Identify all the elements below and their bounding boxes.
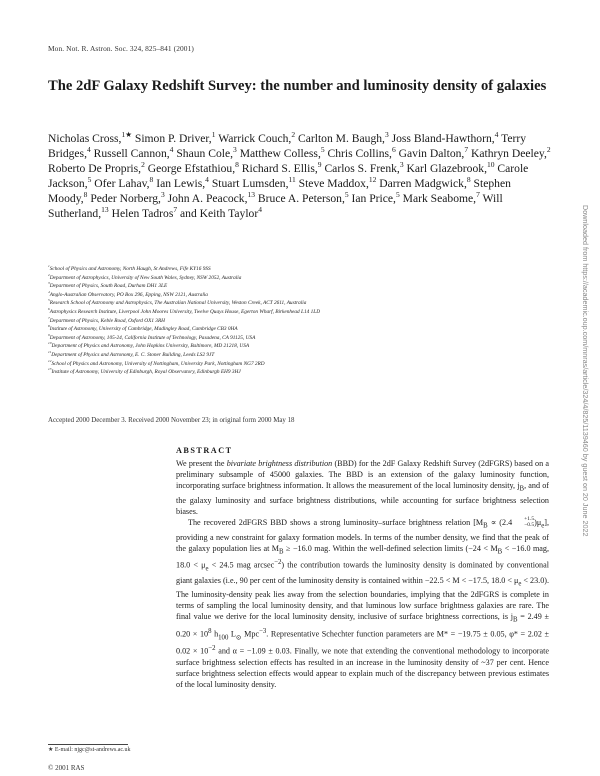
author-name: Gavin Dalton,: [398, 147, 465, 161]
affiliation-line: $^2$Department of Astrophysics, University of New South Wales, Sydney, NSW 2052, Australia: [48, 273, 242, 281]
author-name: Stephen Moody,: [48, 177, 511, 206]
author-affiliation-mark: 8: [149, 175, 154, 185]
author-affiliation-mark: 7: [476, 190, 480, 200]
author-affiliation-mark: 1: [211, 130, 216, 140]
author-name: Mark Seabome,: [402, 192, 477, 206]
author-affiliation-mark: 7: [173, 205, 178, 215]
author-name: Russell Cannon,: [93, 147, 170, 161]
affiliation-line: $^4$Anglo-Australian Observatory, PO Box 296, Epping, NSW 2121, Australia: [48, 290, 208, 298]
author-affiliation-mark: 4: [169, 145, 174, 155]
affiliation-line: $^8$Institute of Astronomy, University of Cambridge, Madingley Road, Cambridge CB3 0HA: [48, 325, 238, 333]
author-affiliation-mark: 13: [247, 190, 256, 200]
author-name: Ian Price,: [351, 192, 396, 206]
author-affiliation-mark: 1★: [121, 130, 132, 140]
abstract-heading: ABSTRACT: [176, 446, 233, 455]
author-affiliation-mark: 8: [235, 160, 239, 170]
author-name: Roberto De Propris,: [48, 162, 142, 176]
author-affiliation-mark: 2: [291, 130, 296, 140]
author-name: Carlton M. Baugh,: [297, 132, 385, 145]
author-name: Helen Tadros: [111, 207, 174, 221]
footnote-divider: [48, 744, 128, 745]
affiliation-line: $^5$Research School of Astronomy and Astrophysics, The Australian National University, Weston Creek, ACT 2611, Australia: [48, 299, 307, 307]
author-name: Carole Jackson,: [48, 162, 529, 191]
paper-title: The 2dF Galaxy Redshift Survey: the number and luminosity density of galaxies: [48, 78, 547, 94]
abstract-paragraph-1: We present the bivariate brightness distribution (BBD) for the 2dF Galaxy Redshift Survey (2dFGRS) based on a preliminary subsample of 45000 galaxies. The BBD is an extension of the galaxy luminosity function, incorporating surface brightness information. It allows the measurement of the local luminosity density, $j_B$, and of the galaxy luminosity and surface brightness distributions, while accounting for surface brightness selection biases.: [176, 459, 549, 516]
affiliation-line: $^{13}$Institute of Astronomy, University of Edinburgh, Royal Observatory, Edinburgh EH9 3HJ: [48, 368, 241, 376]
author-affiliation-mark: 8: [83, 190, 88, 200]
author-affiliation-mark: 5: [87, 175, 92, 185]
journal-citation: Mon. Not. R. Astron. Soc. 324, 825–841 (2001): [48, 44, 194, 53]
author-name: Bruce A. Peterson,: [257, 192, 345, 206]
author-affiliation-mark: 4: [258, 205, 262, 215]
author-name: Simon P. Driver,: [134, 132, 212, 145]
accepted-dates: Accepted 2000 December 3. Received 2000 November 23; in original form 2000 May 18: [48, 417, 295, 424]
author-affiliation-mark: 2: [141, 160, 145, 170]
author-name: John A. Peacock,: [167, 192, 248, 206]
author-name: Will Sutherland,: [48, 192, 503, 221]
author-affiliation-mark: 3: [399, 160, 404, 170]
author-name: Joss Bland-Hawthorn,: [391, 132, 495, 145]
author-name: Steve Maddox,: [298, 177, 369, 191]
author-affiliation-mark: 11: [288, 175, 296, 185]
author-affiliation-mark: 7: [464, 145, 469, 155]
author-affiliation-mark: 3: [384, 130, 389, 140]
author-name: Shaun Cole,: [176, 147, 234, 161]
author-affiliation-mark: 3: [233, 145, 237, 155]
author-affiliation-mark: 4: [205, 175, 209, 185]
author-affiliation-mark: 2: [546, 145, 551, 155]
author-name: George Efstathiou,: [147, 162, 236, 176]
author-affiliation-mark: 9: [317, 160, 322, 170]
affiliation-line: $^{12}$School of Physics and Astronomy, University of Nottingham, University Park, Nottingham NG7 2RD: [48, 359, 265, 367]
author-affiliation-mark: 3: [160, 190, 165, 200]
author-name: Chris Collins,: [327, 147, 392, 161]
affiliation-line: $^7$Department of Physics, Keble Road, Oxford OX1 3RH: [48, 316, 166, 324]
author-name: Kathryn Deeley,: [470, 147, 547, 161]
author-affiliation-mark: 10: [486, 160, 495, 170]
author-name: Warrick Couch,: [218, 132, 292, 145]
author-affiliation-mark: 12: [368, 175, 377, 185]
affiliation-line: $^3$Department of Physics, South Road, Durham DH1 3LE: [48, 282, 168, 290]
author-name: Peder Norberg,: [90, 192, 161, 206]
author-affiliation-mark: 5: [344, 190, 349, 200]
author-affiliation-mark: 4: [86, 145, 91, 155]
author-affiliation-mark: 13: [101, 205, 109, 215]
abstract-body: [176, 458, 549, 690]
author-name: Ofer Lahav,: [94, 177, 150, 191]
affiliation-line: $^9$Department of Astronomy, 105-24, California Institute of Technology, Pasadena, CA 91125, USA: [48, 333, 256, 341]
author-name: Stuart Lumsden,: [211, 177, 289, 191]
author-name: Ian Lewis,: [156, 177, 206, 191]
star-icon: ★: [48, 747, 54, 753]
affiliation-line: $^{11}$Department of Physics and Astronomy, E. C. Stoner Building, Leeds LS2 9JT: [48, 350, 215, 358]
author-affiliation-mark: 5: [320, 145, 325, 155]
author-affiliation-mark: 8: [466, 175, 471, 185]
author-affiliation-mark: 5: [395, 190, 400, 200]
author-name: Carlos S. Frenk,: [324, 162, 400, 176]
author-name: Karl Glazebrook,: [406, 162, 487, 176]
author-affiliation-mark: 4: [494, 130, 499, 140]
copyright-notice: © 2001 RAS: [48, 764, 85, 772]
author-name: Matthew Colless,: [239, 147, 321, 161]
author-affiliation-mark: 6: [391, 145, 396, 155]
affiliation-line: $^{10}$Department of Physics and Astronomy, John Hopkins University, Baltimore, MD 21218, USA: [48, 342, 250, 350]
affiliation-line: $^6$Astrophysics Research Institute, Liverpool John Moores University, Twelve Quays House, Egerton Wharf, Birkenhead L14 1LD: [48, 307, 321, 315]
download-watermark: Downloaded from https://academic.oup.com/mnras/article/324/4/825/1139460 by guest on 20 June 2022: [581, 205, 590, 537]
affiliation-list: [48, 265, 558, 377]
author-name: Darren Madgwick,: [379, 177, 467, 191]
abstract-paragraph-2: The recovered 2dFGRS BBD shows a strong luminosity–surface brightness relation [$M_B \propto (2.4$ +1.5 −0.5 )$\mu_e$], providing a new constraint for galaxy formation models. In terms of the number density, we find that the peak of the galaxy population lies at $M_B \ge -16.0$ mag. Within the well-defined selection limits ($-24 < M_B < -16.0$ mag, $18.0 < \mu_e < 24.5$ mag arcsec$^{-2}$) the contribution towards the luminosity density is dominated by conventional giant galaxies (i.e., 90 per cent of the luminosity density is contained within −22.5 < M < −17.5, $18.0 < \mu_e < 23.0$). The luminosity-density peak lies away from the selection boundaries, implying that the 2dFGRS is complete in terms of sampling the local luminosity density, and that luminous low surface brightness galaxies are rare. The final value we derive for the local luminosity density, inclusive of surface brightness corrections, is $j_B = 2.49 \pm 0.20 \times 10^8$ $h_{100}$ $L_⊙$ Mpc$^{-3}$. Representative Schechter function parameters are M* = −19.75 ± 0.05, $\varphi* = 2.02 \pm 0.02 \times 10^{-2}$ and α = −1.09 ± 0.03. Finally, we note that extending the conventional methodology to incorporate surface brightness selection effects has resulted in an increase in the luminosity density of ~37 per cent. Hence surface brightness selection effects would appear to explain much of the discrepancy between previous estimates of the local luminosity density.: [176, 516, 550, 690]
author-name: Richard S. Ellis,: [241, 162, 318, 176]
affiliation-line: $^1$School of Physics and Astronomy, North Haugh, St Andrews, Fife KY16 9SS: [48, 265, 211, 272]
email-footnote: ★ E-mail: njgc@st-andrews.ac.uk: [48, 747, 131, 753]
author-name: and Keith Taylor: [180, 207, 259, 221]
author-name: Terry Bridges,: [48, 132, 527, 161]
author-name: Nicholas Cross,: [48, 132, 122, 145]
author-list: [48, 131, 553, 222]
